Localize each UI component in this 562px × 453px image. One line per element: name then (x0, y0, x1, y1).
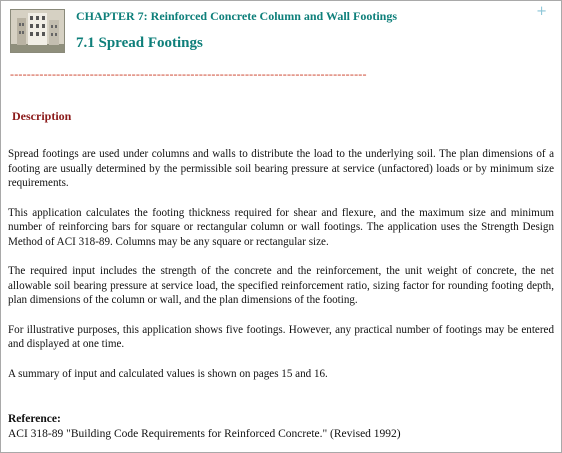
building-logo-icon (10, 9, 65, 53)
description-paragraph: Spread footings are used under columns and walls to distribute the load to the underlying soil. The plan dimensions of a footing are usually determined by the permissible soil bearing pressure at service (unfactored) loads or by minimum size requirements. (8, 148, 554, 190)
reference-label: Reference: (8, 413, 61, 425)
description-paragraph: The required input includes the strength of the concrete and the reinforcement, the unit weight of concrete, the net allowable soil bearing pressure at service load, the specified reinforcement ratio, sizing factor for rounding footing depth, plan dimensions of the column or wall, and the plan dimensions of the footing. (8, 265, 554, 307)
reference-text: ACI 318-89 "Building Code Requirements for Reinforced Concrete." (Revised 1992) (8, 428, 401, 440)
description-heading: Description (12, 109, 72, 123)
plus-icon[interactable]: + (536, 4, 547, 19)
description-body (8, 147, 554, 396)
description-paragraph: This application calculates the footing thickness required for shear and flexure, and the maximum size and minimum number of reinforcing bars for square or rectangular column or wall footings. The application uses the Strength Design Method of ACI 318-89. Columns may be any square or rectangular size. (8, 206, 554, 248)
divider-line: ------------------------------------------------------------------------------------- (10, 67, 367, 81)
description-paragraph: For illustrative purposes, this application shows five footings. However, any practical number of footings may be entered and displayed at one time. (8, 323, 554, 351)
chapter-title: CHAPTER 7: Reinforced Concrete Column and Wall Footings (76, 9, 398, 23)
description-paragraph: A summary of input and calculated values is shown on pages 15 and 16. (8, 367, 328, 380)
section-title: 7.1 Spread Footings (76, 35, 203, 51)
